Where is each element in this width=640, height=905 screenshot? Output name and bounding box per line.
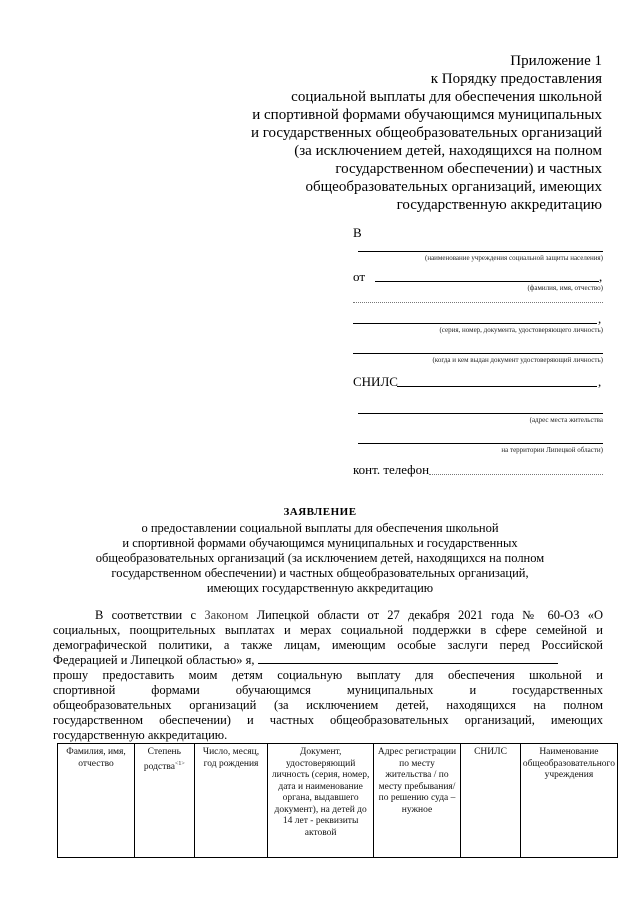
annex-line: к Порядку предоставления (430, 71, 602, 87)
id-document-field[interactable] (353, 323, 597, 324)
comma: , (599, 269, 603, 284)
body-line: социальных, поощрительных выплатах и мерах социальной поддержки в сфере семейной и (53, 623, 603, 637)
annex-line: общеобразовательных организаций, имеющих (305, 179, 602, 195)
to-label: В (353, 225, 362, 240)
law-link[interactable]: Законом (204, 608, 249, 622)
phone-label: конт. телефон (353, 462, 430, 477)
subtitle-line: имеющих государственную аккредитацию (206, 581, 434, 595)
annex-line: (за исключением детей, находящихся на полном (294, 143, 602, 159)
institution-caption: (наименование учреждения социальной защиты населения) (425, 254, 603, 262)
annex-line: социальной выплаты для обеспечения школьной (291, 89, 602, 105)
annex-line: государственную аккредитацию (396, 197, 602, 213)
annex-line: государственном обеспечении) и частных (335, 161, 602, 177)
statement-title: ЗАЯВЛЕНИЕ (283, 506, 357, 518)
subtitle-line: и спортивной формами обучающимся муниципальных и государственных (122, 536, 518, 550)
annex-header (251, 52, 602, 214)
subtitle-line: государственном обеспечении) и частных общеобразовательных организаций, (111, 566, 529, 580)
separator-line (353, 302, 603, 303)
body-line: государственном обеспечении) и частных общеобразовательных организаций, имеющих (53, 713, 603, 727)
body-line: Федерацией и Липецкой областью» я, (53, 653, 603, 668)
children-table (57, 743, 618, 858)
col-birthdate: Число, месяц, год рождения (194, 744, 268, 858)
statement-subtitle (60, 521, 580, 596)
issued-by-field[interactable] (353, 353, 603, 354)
col-id-document: Документ, удостоверяющий личность (серия, номер, дата и наименование органа, выдавшего документ), на детей до 14 лет - реквизиты актовой (268, 744, 373, 858)
col-relation: Степень родства$^{<1>}$ (135, 744, 195, 858)
statement-body (53, 608, 603, 743)
fullname-field[interactable] (375, 281, 599, 282)
snils-label: СНИЛС (353, 374, 398, 389)
col-snils: СНИЛС (461, 744, 521, 858)
body-line: демографической политики, а также лицам, имеющим особые заслуги перед Российской (53, 638, 603, 652)
body-line: В соответствии с Законом Липецкой области от 27 декабря 2021 года № 60-ОЗ «О (95, 608, 603, 622)
subtitle-line: о предоставлении социальной выплаты для обеспечения школьной (141, 521, 499, 535)
col-address: Адрес регистрации по месту жительства / по месту пребывания/ по решению суда – нужное (373, 744, 460, 858)
footnote-mark: <1> (174, 760, 185, 767)
from-label: от (353, 269, 366, 284)
region-caption: на территории Липецкой области) (501, 446, 603, 454)
comma: , (598, 311, 602, 326)
body-line: спортивной формами обучающимся муниципальных и государственных (53, 683, 603, 697)
table-header-row (58, 744, 618, 858)
address-field[interactable] (358, 413, 603, 414)
annex-line: Приложение 1 (510, 53, 602, 69)
col-school: Наименование общеобразовательного учреждения (520, 744, 617, 858)
body-line: общеобразовательных организаций (за исключением детей, находящихся на полном (53, 698, 603, 712)
body-line: прошу предоставить моим детям социальную выплату для обеспечения школьной и (53, 668, 603, 682)
col-fullname: Фамилия, имя, отчество (58, 744, 135, 858)
body-line: государственную аккредитацию. (53, 728, 228, 742)
issued-by-caption: (когда и кем выдан документ удостоверяющий личность) (432, 356, 603, 364)
institution-field[interactable] (358, 251, 603, 252)
comma: , (598, 374, 602, 389)
phone-field[interactable] (429, 474, 603, 475)
id-document-caption: (серия, номер, документа, удостоверяющего личность) (439, 326, 603, 334)
subtitle-line: общеобразовательных организаций (за исключением детей, находящихся на полном (95, 551, 545, 565)
snils-field[interactable] (397, 386, 597, 387)
fullname-caption: (фамилия, имя, отчество) (527, 284, 603, 292)
address-caption: (адрес места жительства (529, 416, 603, 424)
annex-line: и государственных общеобразовательных организаций (250, 125, 602, 141)
address-region-field[interactable] (358, 443, 603, 444)
annex-line: и спортивной формами обучающимся муниципальных (252, 107, 602, 123)
applicant-name-field[interactable] (258, 653, 558, 664)
